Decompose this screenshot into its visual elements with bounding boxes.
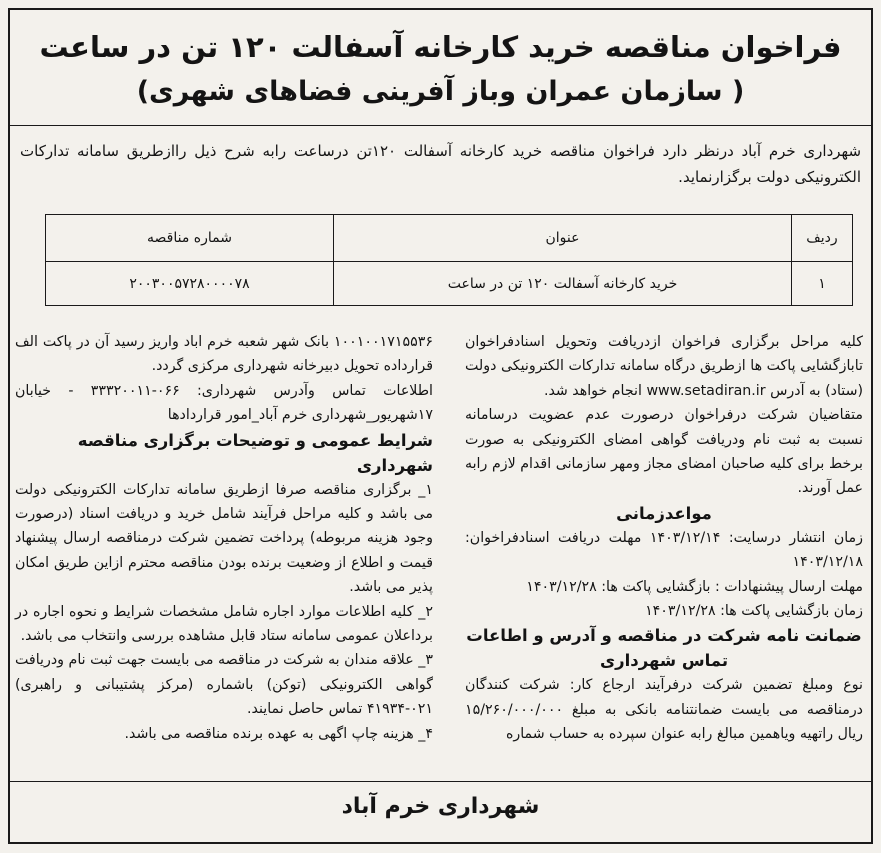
notice-header [0,0,881,125]
date-publish: زمان انتشار درسایت: ۱۴۰۳/۱۲/۱۴ مهلت دریافت اسنادفراخوان: ۱۴۰۳/۱۲/۱۸ [465,529,864,571]
condition-item-3: ۳_ علاقه مندان به شرکت در مناقصه می بایست جهت ثبت نام ودریافت گواهی الکترونیکی (توکن) باشماره (مرکز پشتیبانی و راهبری) ۰۲۱-۴۱۹۳۴ تماس حاصل نمایند. [15,652,433,718]
notice-title: فراخوان مناقصه خرید کارخانه آسفالت ۱۲۰ تن در ساعت [39,30,842,64]
cell-tender-number: ۲۰۰۳۰۰۵۷۲۸۰۰۰۰۷۸ [46,262,334,306]
table-header-row [46,215,853,262]
tender-table [45,214,853,306]
date-submission: مهلت ارسال پیشنهادات : بازگشایی پاکت ها: ۱۴۰۳/۱۲/۲۸ [526,578,863,595]
header-title: عنوان [334,215,792,262]
table-row [46,262,853,306]
date-opening: زمان بازگشایی پاکت ها: ۱۴۰۳/۱۲/۲۸ [645,603,863,620]
footer-divider [8,781,873,782]
header-row-number: ردیف [792,215,853,262]
process-paragraph: کلیه مراحل برگزاری فراخوان ازدریافت وتحویل اسنادفراخوان تابازگشایی پاکت ها ازطریق درگاه سامانه تدارکات الکترونیکی دولت (ستاد) به آدرس www.setadiran.ir انجام خواهد شد. [465,334,863,399]
condition-item-4: ۴_ هزینه چاپ اگهی به عهده برنده مناقصه می باشد. [124,725,433,742]
header-divider [8,125,873,126]
conditions-heading: شرایط عمومی و توضیحات برگزاری مناقصه شهرداری [77,430,433,475]
condition-item-2: ۲_ کلیه اطلاعات موارد اجاره شامل مشخصات شرایط و نحوه اجاره در برداعلان عمومی سامانه ستاد قابل مشاهده بررسی وانتخاب می باشد. [15,603,433,645]
contact-paragraph: اطلاعات تماس وآدرس شهرداری: ۰۶۶-۳۳۳۲۰۰۱۱ - خیابان ۱۷شهریور_شهرداری خرم آباد_امور قراردادها [15,382,433,424]
dates-heading: مواعدزمانی [616,503,712,523]
registration-paragraph: متقاضیان شرکت درفراخوان درصورت عدم عضویت درسامانه نسبت به ثبت نام ودریافت گواهی امضای الکترونیکی به صورت برخط برای کلیه صاحبان امضای مجاز ومهر سازمانی اقدام لازم رابه عمل آورند. [465,407,863,497]
guarantee-paragraph: نوع ومبلغ تضمین شرکت درفرآیند ارجاع کار: شرکت کنندگان درمناقصه می بایست ضمانتنامه بانکی به مبلغ ۱۵/۲۶۰/۰۰۰/۰۰۰ ریال راتهیه ویاهمین مبالغ رابه عنوان سپرده به حساب شماره [465,677,863,743]
header-tender-number: شماره مناقصه [46,215,334,262]
left-column [15,330,433,746]
account-paragraph: ۱۰۰۱۰۰۱۷۱۵۵۳۶ بانک شهر شعبه خرم اباد واریز رسید آن در پاکت الف قرارداده تحویل دبیرخانه شهرداری مرکزی گردد. [15,334,433,375]
condition-item-1: ۱_ برگزاری مناقصه صرفا ازطریق سامانه تدارکات الکترونیکی دولت می باشد و کلیه مراحل فرآیند شامل خرید و دریافت اسناد (درصورت وجود هزینه مربوطه) پرداخت تضمین شرکت درمناقصه ارسال پیشنهاد قیمت و اطلاع از وضعیت برنده بودن مناقصه محترم ازاین طریق امکان پذیر می باشد. [15,481,433,596]
right-column [465,330,863,747]
guarantee-heading: ضمانت نامه شرکت در مناقصه و آدرس و اطاعات تماس شهرداری [466,626,862,671]
notice-subtitle: ( سازمان عمران وباز آفرینی فضاهای شهری) [136,76,745,107]
cell-title: خرید کارخانه آسفالت ۱۲۰ تن در ساعت [334,262,792,306]
cell-row-number: ۱ [792,262,853,306]
intro-paragraph: شهرداری خرم آباد درنظر دارد فراخوان مناقصه خرید کارخانه آسفالت ۱۲۰تن درساعت رابه شرح ذیل راازطریق سامانه تدارکات الکترونیکی دولت برگزارنماید. [20,142,862,186]
municipality-signature: شهرداری خرم آباد [341,794,540,819]
